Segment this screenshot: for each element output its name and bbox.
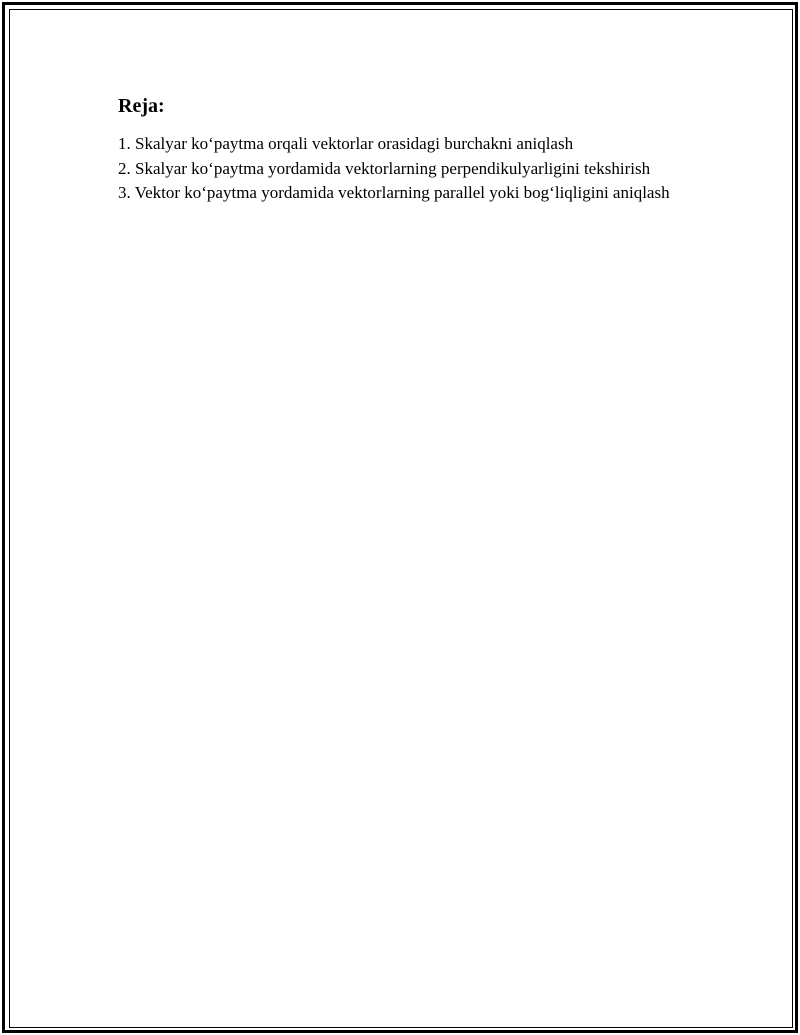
- plan-item-1: 1. Skalyar ko‘paytma orqali vektorlar orasidagi burchakni aniqlash: [118, 134, 574, 153]
- plan-list: [118, 132, 678, 206]
- document-content: [118, 94, 678, 206]
- plan-item-2: 2. Skalyar ko‘paytma yordamida vektorlarning perpendikulyarligini tekshirish: [118, 158, 651, 178]
- plan-item-3: 3. Vektor ko‘paytma yordamida vektorlarning parallel yoki bog‘liqligini aniqlash: [118, 183, 670, 202]
- plan-heading: Reja:: [118, 95, 165, 117]
